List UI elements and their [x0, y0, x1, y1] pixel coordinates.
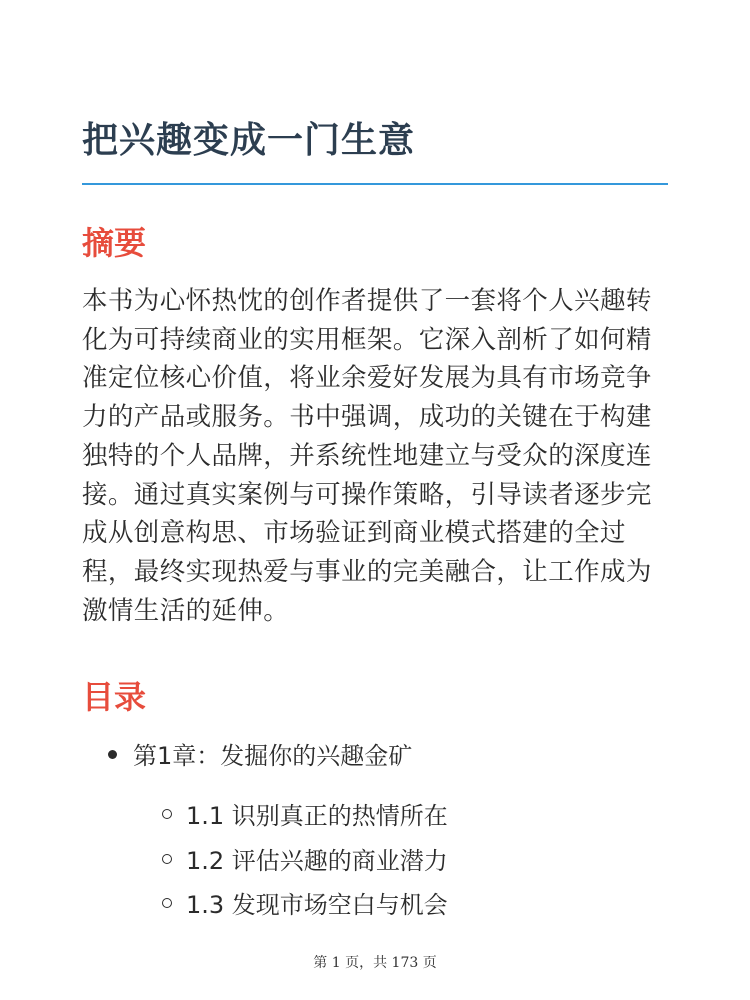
page-number-footer: 第 1 页，共 173 页: [313, 955, 437, 971]
toc-section-label: 1.2 评估兴趣的商业潜力: [186, 847, 448, 875]
toc-section-label: 1.1 识别真正的热情所在: [186, 802, 448, 830]
abstract-body: 本书为心怀热忱的创作者提供了一套将个人兴趣转化为可持续商业的实用框架。它深入剖析了如何精准定位核心价值，将业余爱好发展为具有市场竞争力的产品或服务。书中强调，成功的关键在于构建独特的个人品牌，并系统性地建立与受众的深度连接。通过真实案例与可操作策略，引导读者逐步完成从创意构思、市场验证到商业模式搭建的全过程，最终实现热爱与事业的完美融合，让工作成为激情生活的延伸。: [82, 286, 652, 626]
toc-section-1-1[interactable]: [162, 796, 448, 831]
ring-bullet-icon: [162, 809, 172, 819]
toc-chapter-label: 第1章：发掘你的兴趣金矿: [133, 742, 413, 770]
toc-section-label: 1.3 发现市场空白与机会: [186, 891, 448, 919]
bullet-icon: [108, 750, 117, 759]
ring-bullet-icon: [162, 854, 172, 864]
abstract-heading: 摘要: [82, 224, 147, 262]
toc-chapter-1[interactable]: [108, 736, 412, 771]
ring-bullet-icon: [162, 898, 172, 908]
toc-heading: 目录: [82, 678, 147, 716]
toc-section-1-2[interactable]: [162, 841, 448, 876]
document-title: 把兴趣变成一门生意: [82, 120, 416, 161]
title-divider: [82, 183, 668, 185]
toc-section-1-3[interactable]: [162, 885, 448, 920]
